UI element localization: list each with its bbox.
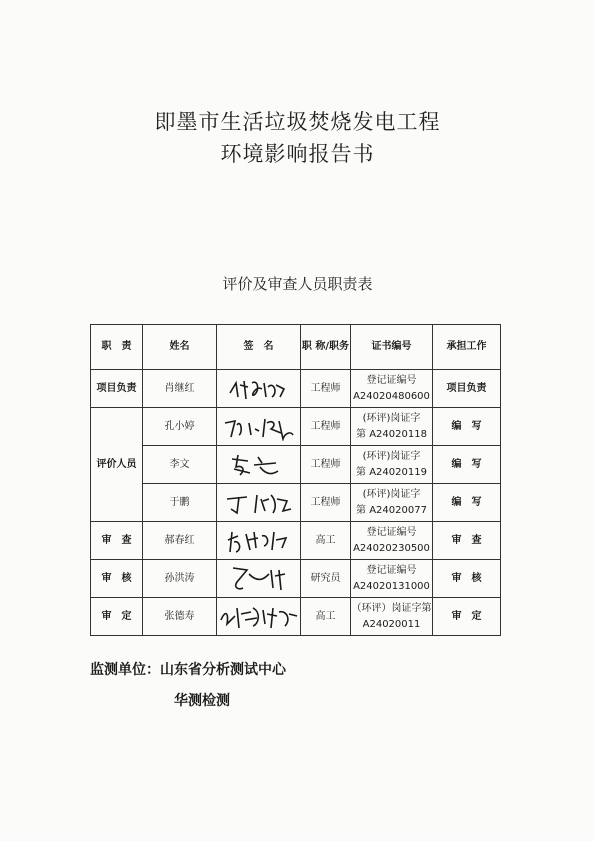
report-title-line1: 即墨市生活垃圾焚烧发电工程 xyxy=(154,110,441,134)
cert-line: （环评）岗证字第 xyxy=(351,602,432,614)
cert-cell xyxy=(351,370,433,408)
handwritten-signature xyxy=(224,451,294,479)
name-cell: 张德寿 xyxy=(143,598,217,636)
signature-cell xyxy=(217,408,301,446)
header-signature: 签 名 xyxy=(217,325,301,370)
cert-cell xyxy=(351,560,433,598)
task-cell: 项目负责 xyxy=(433,370,501,408)
task-cell: 编 写 xyxy=(433,484,501,522)
cert-cell xyxy=(351,408,433,446)
cert-line: 登记证编号 xyxy=(366,526,417,538)
signature-cell xyxy=(217,560,301,598)
table-row xyxy=(91,484,501,522)
monitoring-unit: 监测单位：山东省分析测试中心 xyxy=(90,662,286,678)
monitoring-unit-secondary: 华测检测 xyxy=(174,693,230,709)
header-name: 姓名 xyxy=(143,325,217,370)
cert-line: A24020011 xyxy=(362,618,421,630)
role-cell: 审 定 xyxy=(91,598,143,636)
handwritten-signature xyxy=(221,489,297,517)
signature-cell xyxy=(217,370,301,408)
cert-cell xyxy=(351,484,433,522)
cert-line: 第 A24020077 xyxy=(356,504,427,516)
role-cell: 审 核 xyxy=(91,560,143,598)
cert-line: (环评)岗证字 xyxy=(362,450,421,462)
table-row xyxy=(91,560,501,598)
name-cell: 孙洪涛 xyxy=(143,560,217,598)
task-cell: 审 查 xyxy=(433,522,501,560)
name-cell: 肖继红 xyxy=(143,370,217,408)
title-cell: 工程师 xyxy=(301,484,351,522)
header-title: 职 称/职务 xyxy=(301,325,351,370)
table-row xyxy=(91,446,501,484)
signature-cell xyxy=(217,598,301,636)
duty-table xyxy=(90,324,501,636)
cert-cell xyxy=(351,598,433,636)
cert-cell xyxy=(351,522,433,560)
role-cell: 评价人员 xyxy=(91,408,143,522)
signature-cell xyxy=(217,484,301,522)
task-cell: 审 核 xyxy=(433,560,501,598)
handwritten-signature xyxy=(224,375,294,403)
cert-line: 登记证编号 xyxy=(366,564,417,576)
cert-line: 第 A24020119 xyxy=(356,466,427,478)
title-cell: 高工 xyxy=(301,522,351,560)
table-header-row xyxy=(91,325,501,370)
name-cell: 李文 xyxy=(143,446,217,484)
report-title-line2: 环境影响报告书 xyxy=(220,142,375,166)
table-row xyxy=(91,370,501,408)
cert-line: A24020131000 xyxy=(353,580,430,592)
header-task: 承担工作 xyxy=(433,325,501,370)
table-row xyxy=(91,522,501,560)
signature-cell xyxy=(217,446,301,484)
title-cell: 工程师 xyxy=(301,408,351,446)
handwritten-signature xyxy=(217,602,301,632)
cert-line: A24020230500 xyxy=(353,542,430,554)
handwritten-signature xyxy=(221,413,297,441)
handwritten-signature xyxy=(219,564,299,594)
cert-line: A24020480600 xyxy=(353,390,430,402)
cert-cell xyxy=(351,446,433,484)
table-title: 评价及审查人员职责表 xyxy=(222,275,373,293)
header-role: 职 责 xyxy=(91,325,143,370)
name-cell: 于鹏 xyxy=(143,484,217,522)
table-row xyxy=(91,408,501,446)
signature-cell xyxy=(217,522,301,560)
task-cell: 编 写 xyxy=(433,408,501,446)
header-cert: 证书编号 xyxy=(351,325,433,370)
cert-line: 登记证编号 xyxy=(366,374,417,386)
title-cell: 工程师 xyxy=(301,370,351,408)
cert-line: 第 A24020118 xyxy=(356,428,427,440)
handwritten-signature xyxy=(222,526,296,556)
table-row xyxy=(91,598,501,636)
task-cell: 编 写 xyxy=(433,446,501,484)
task-cell: 审 定 xyxy=(433,598,501,636)
title-cell: 高工 xyxy=(301,598,351,636)
name-cell: 孔小婷 xyxy=(143,408,217,446)
role-cell: 项目负责 xyxy=(91,370,143,408)
name-cell: 郝春红 xyxy=(143,522,217,560)
title-cell: 研究员 xyxy=(301,560,351,598)
cert-line: (环评)岗证字 xyxy=(362,488,421,500)
title-cell: 工程师 xyxy=(301,446,351,484)
cert-line: (环评)岗证字 xyxy=(362,412,421,424)
role-cell: 审 查 xyxy=(91,522,143,560)
